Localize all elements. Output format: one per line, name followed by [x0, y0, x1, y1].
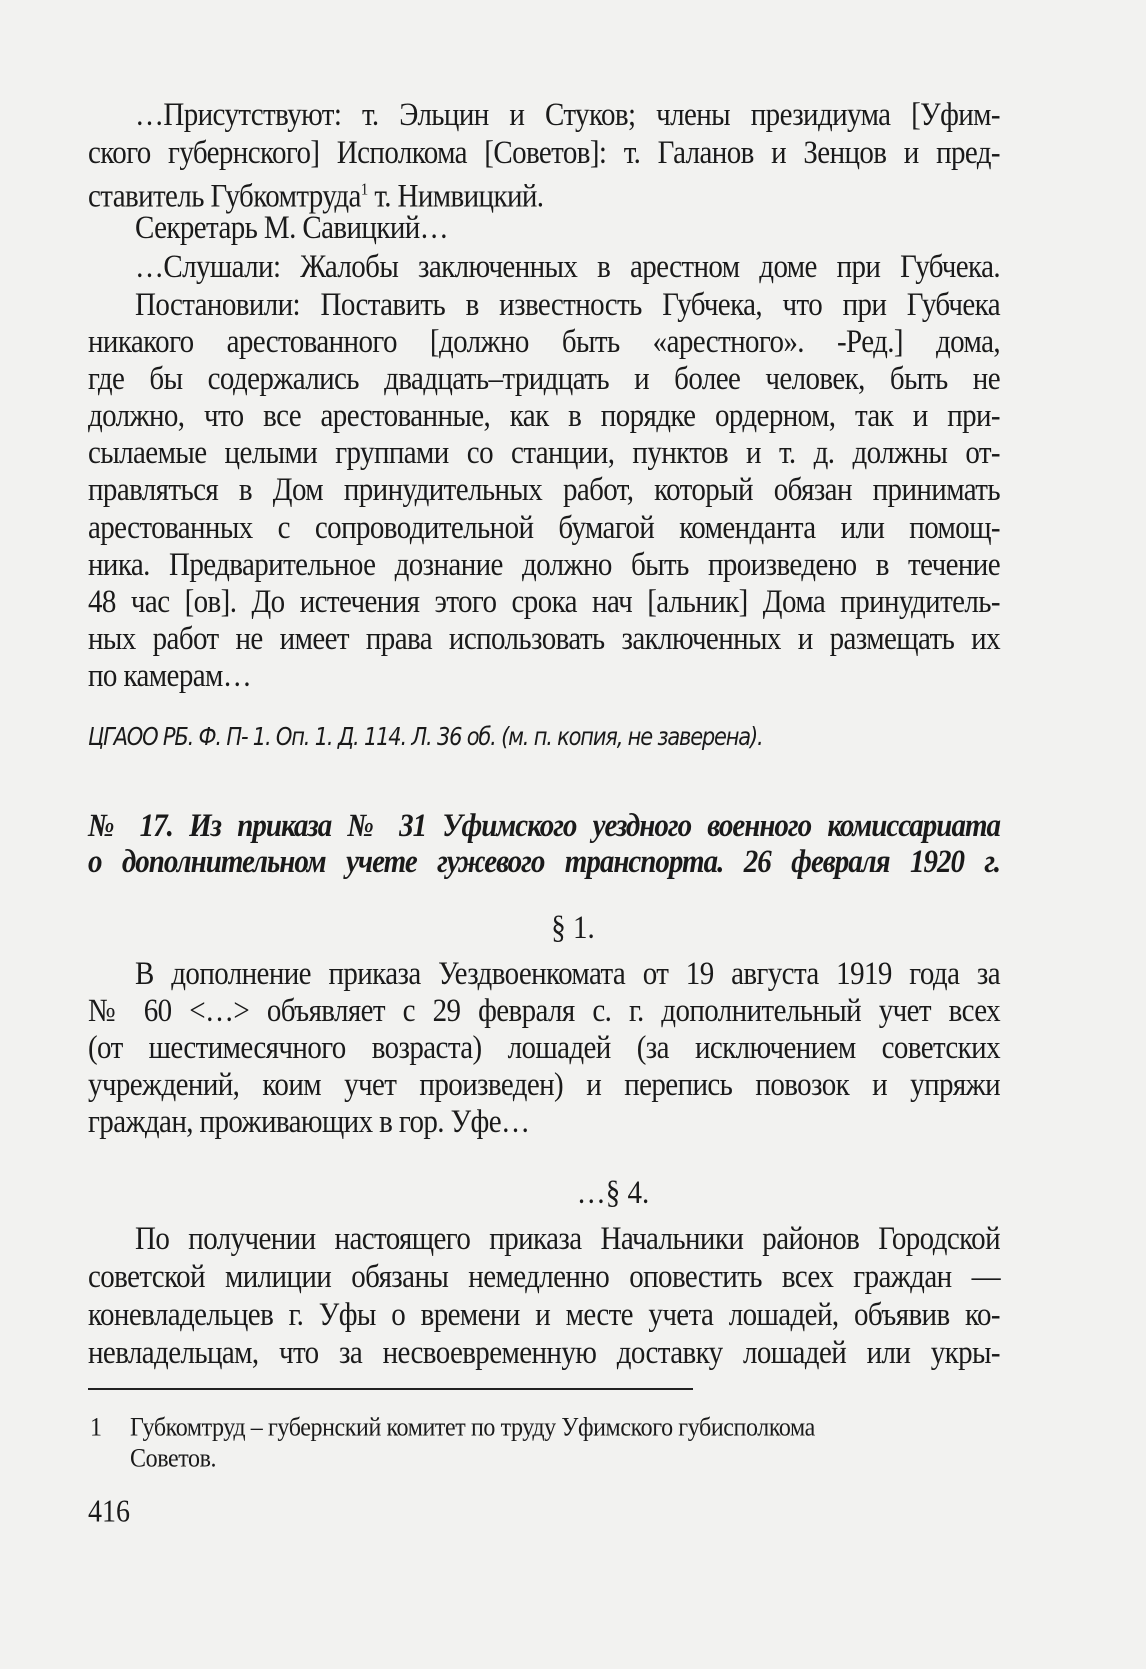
text-line: невладельцам, что за несвоевременную доставку лошадей или укры- — [88, 1335, 1000, 1371]
text-line: где бы содержались двадцать–тридцать и более человек, быть не — [88, 361, 1000, 397]
text-line: Постановили: Поставить в известность Губчека, что при Губчека — [135, 287, 1000, 323]
text-line: по камерам… — [88, 658, 252, 694]
text-line: …Слушали: Жалобы заключенных в арестном доме при Губчека. — [135, 249, 1000, 285]
footnote-ref: 1 — [360, 181, 368, 199]
text-span: т. Нимвицкий. — [367, 178, 544, 215]
text-line: ника. Предварительное дознание должно быть произведено в течение — [88, 547, 1000, 583]
text-line: граждан, проживающих в гор. Уфе… — [88, 1104, 530, 1140]
text-line: …Присутствуют: т. Эльцин и Стуков; члены президиума [Уфим- — [135, 97, 1000, 133]
footnote-text: Губкомтруд – губернский комитет по труду Уфимского губисполкома — [130, 1413, 815, 1443]
text-line: 48 час [ов]. До истечения этого срока нач [альник] Дома принудитель- — [88, 584, 1000, 620]
text-line: коневладельцев г. Уфы о времени и месте учета лошадей, объявив ко- — [88, 1297, 1000, 1333]
document-heading: № 17. Из приказа № 31 Уфимского уездного военного комиссариата — [88, 808, 1000, 844]
text-line: № 60 <…> объявляет с 29 февраля с. г. дополнительный учет всех — [88, 993, 1000, 1029]
text-span: ставитель Губкомтруда — [88, 178, 361, 215]
text-line: (от шестимесячного возраста) лошадей (за исключением советских — [88, 1030, 1000, 1066]
text-line: В дополнение приказа Уездвоенкомата от 19 августа 1919 года за — [135, 956, 1000, 992]
archive-source: ЦГАОО РБ. Ф. П- 1. Оп. 1. Д. 114. Л. 36 об. (м. п. копия, не заверена). — [88, 722, 763, 751]
page-number: 416 — [88, 1494, 130, 1530]
document-heading: о дополнительном учете гужевого транспорта. 26 февраля 1920 г. — [88, 844, 1000, 880]
text-line: правляться в Дом принудительных работ, который обязан принимать — [88, 472, 1000, 508]
text-line: Секретарь М. Савицкий… — [135, 210, 449, 246]
text-line: советской милиции обязаны немедленно оповестить всех граждан — — [88, 1259, 1000, 1295]
footnote-divider — [88, 1388, 693, 1390]
footnote-text: Советов. — [130, 1444, 217, 1474]
text-line: арестованных с сопроводительной бумагой коменданта или помощ- — [88, 510, 1000, 546]
text-line: ных работ не имеет права использовать заключенных и размещать их — [88, 621, 1000, 657]
footnote-number: 1 — [90, 1413, 102, 1443]
text-line: сылаемые целыми группами со станции, пунктов и т. д. должны от- — [88, 435, 1000, 471]
text-line: ского губернского] Исполкома [Советов]: т. Галанов и Зенцов и пред- — [88, 135, 1000, 171]
section-heading: …§ 4. — [576, 1175, 650, 1211]
text-line: никакого арестованного [должно быть «арестного». -Ред.] дома, — [88, 324, 1000, 360]
text-line: должно, что все арестованные, как в порядке ордерном, так и при- — [88, 398, 1000, 434]
text-line: учреждений, коим учет произведен) и перепись повозок и упряжи — [88, 1067, 1000, 1103]
text-line: По получении настоящего приказа Начальники районов Городской — [135, 1221, 1000, 1257]
section-heading: § 1. — [551, 910, 595, 946]
